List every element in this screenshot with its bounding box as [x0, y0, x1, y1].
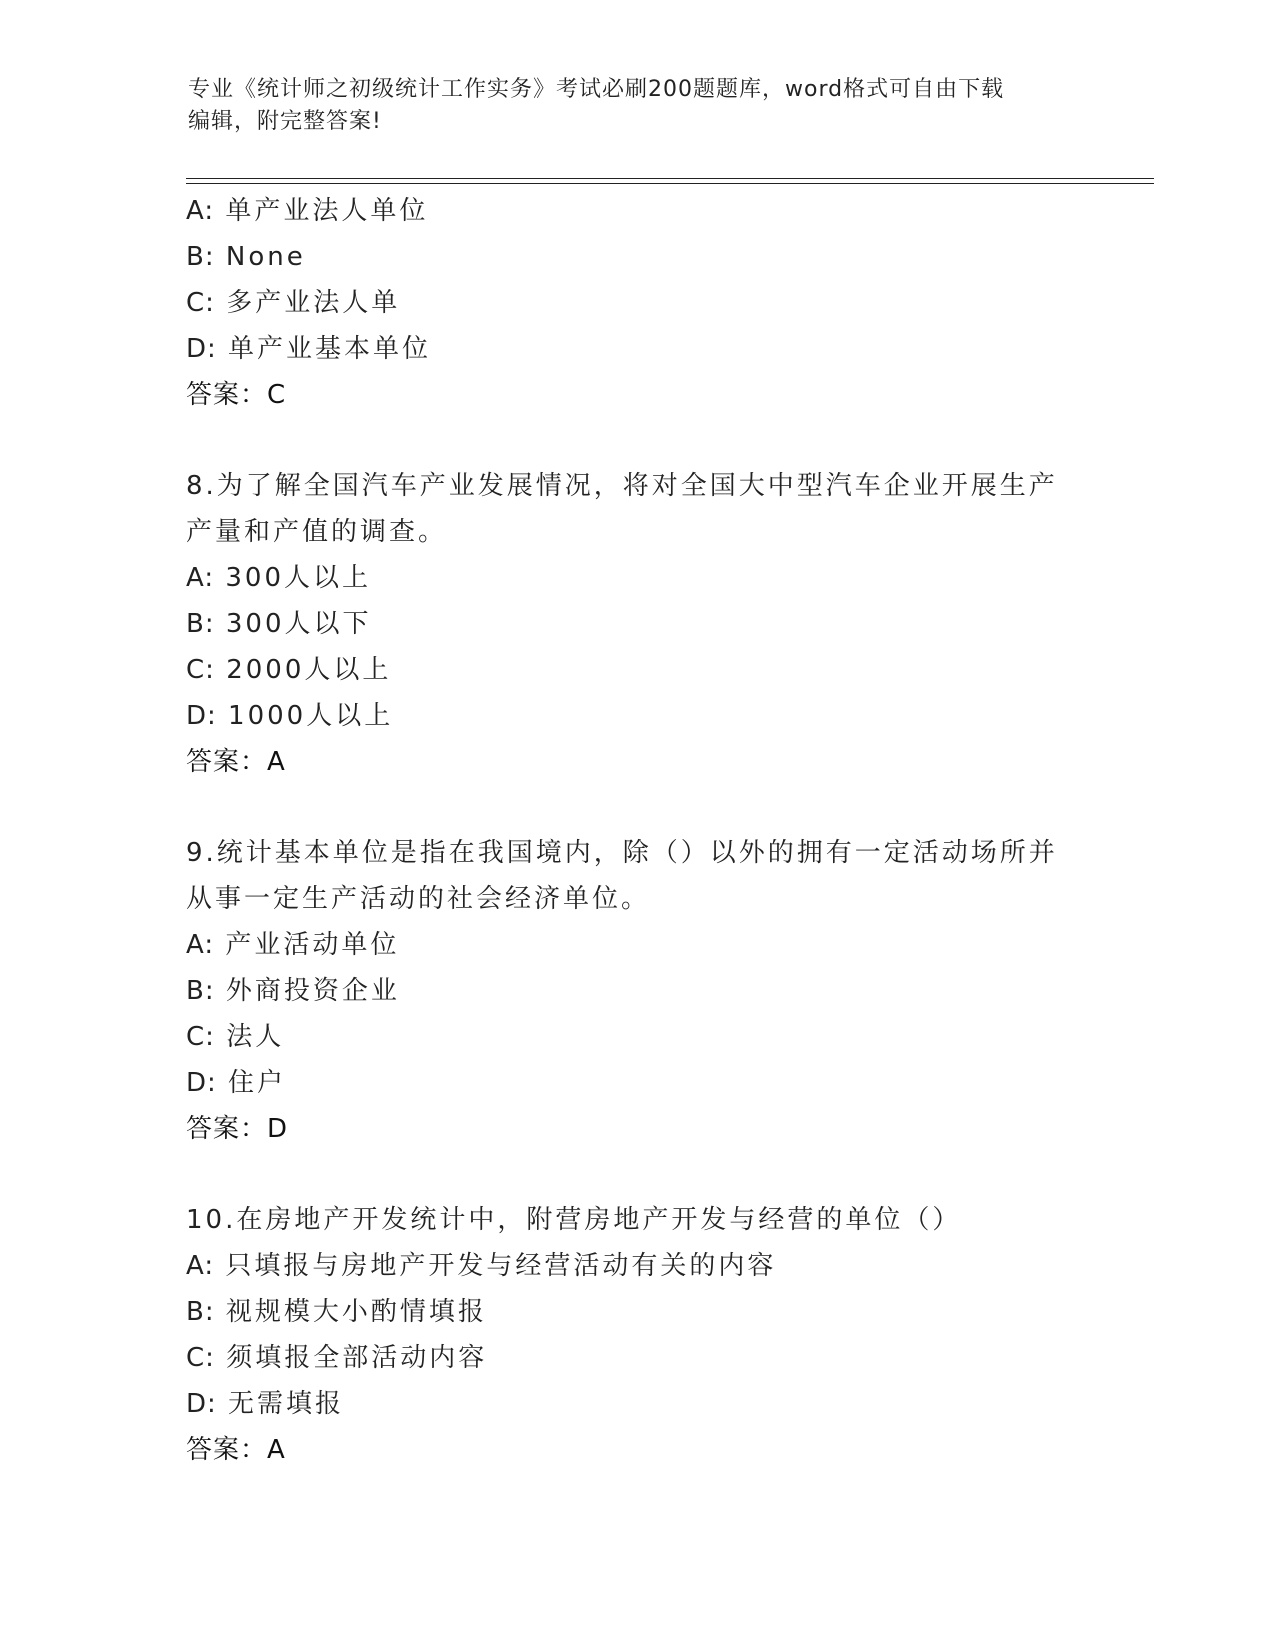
option-b: B: 300人以下 — [186, 609, 372, 639]
question-text-line-1: 10.在房地产开发统计中，附营房地产开发与经营的单位（） — [186, 1205, 962, 1235]
document-header — [188, 74, 1068, 138]
question-text-line-1: 8.为了解全国汽车产业发展情况，将对全国大中型汽车企业开展生产 — [186, 471, 1058, 501]
option-d: D: 1000人以上 — [186, 701, 394, 731]
option-a: A: 300人以上 — [186, 563, 371, 593]
header-line-1: 专业《统计师之初级统计工作实务》考试必刷200题题库，word格式可自由下载 — [188, 77, 1005, 102]
answer: 答案：A — [186, 747, 286, 777]
option-d: D: 单产业基本单位 — [186, 334, 432, 364]
header-line-2: 编辑，附完整答案! — [188, 109, 382, 134]
question-8 — [186, 463, 1106, 785]
question-7-tail — [186, 188, 1106, 418]
question-text-line-1: 9.统计基本单位是指在我国境内，除（）以外的拥有一定活动场所并 — [186, 838, 1058, 868]
option-d: D: 住户 — [186, 1068, 287, 1098]
answer: 答案：A — [186, 1435, 286, 1465]
option-b: B: 外商投资企业 — [186, 976, 400, 1006]
option-d: D: 无需填报 — [186, 1389, 345, 1419]
option-a: A: 单产业法人单位 — [186, 196, 429, 226]
question-text-line-2: 产量和产值的调查。 — [186, 517, 448, 547]
option-b: B: 视规模大小酌情填报 — [186, 1297, 487, 1327]
document-body — [186, 188, 1106, 1473]
header-divider — [186, 178, 1154, 184]
option-c: C: 多产业法人单 — [186, 288, 401, 318]
option-a: A: 只填报与房地产开发与经营活动有关的内容 — [186, 1251, 777, 1281]
option-c: C: 法人 — [186, 1022, 285, 1052]
option-c: C: 2000人以上 — [186, 655, 392, 685]
answer: 答案：D — [186, 1114, 289, 1144]
option-c: C: 须填报全部活动内容 — [186, 1343, 488, 1373]
option-b: B: None — [186, 242, 306, 272]
question-text-line-2: 从事一定生产活动的社会经济单位。 — [186, 884, 651, 914]
option-a: A: 产业活动单位 — [186, 930, 400, 960]
question-10 — [186, 1197, 1106, 1473]
question-9 — [186, 830, 1106, 1152]
answer: 答案：C — [186, 380, 287, 410]
